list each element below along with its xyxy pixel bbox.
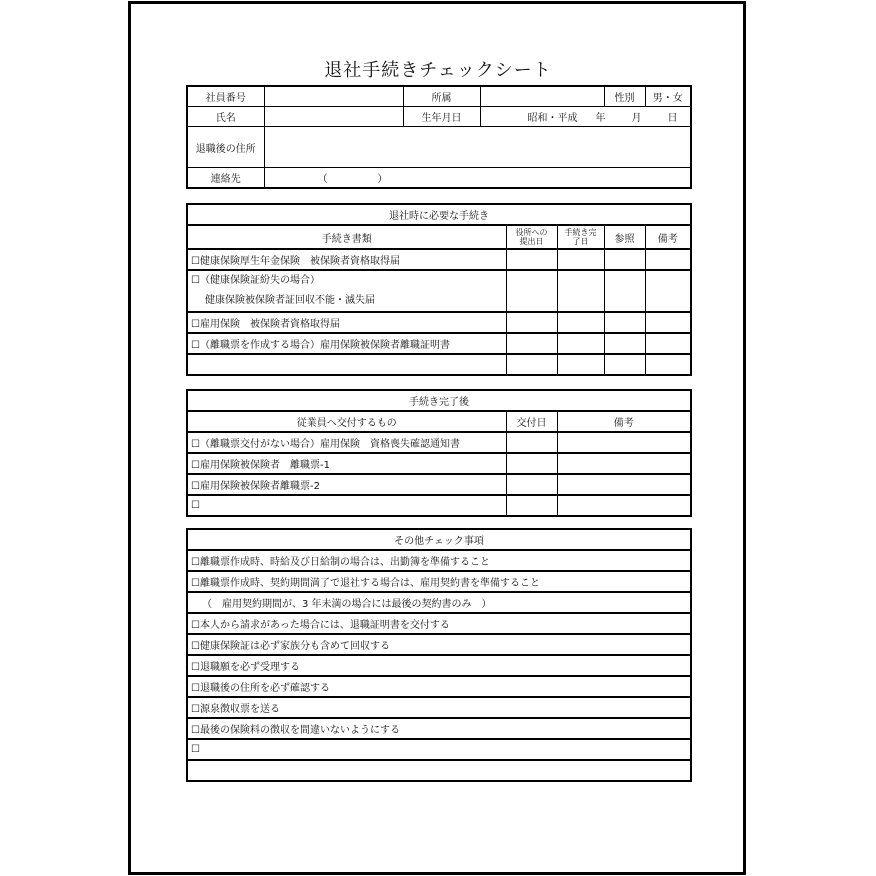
header-completion-line1: 手続き完 — [564, 228, 597, 237]
procedures-section-title: 退社時に必要な手続き — [187, 204, 691, 225]
name-field[interactable] — [264, 107, 403, 127]
completion-date-cell[interactable] — [557, 249, 604, 270]
issue-date-cell[interactable] — [506, 432, 557, 453]
remarks-cell[interactable] — [557, 453, 691, 474]
name-label: 氏名 — [187, 107, 264, 127]
page-title: 退社手続きチェックシート — [324, 60, 552, 81]
check-row — [187, 676, 691, 697]
reference-cell[interactable] — [604, 249, 645, 270]
check-row — [187, 697, 691, 718]
table-row — [187, 270, 691, 312]
table-row — [187, 333, 691, 354]
contact-paren-close: ） — [377, 174, 388, 185]
check-item[interactable]: ☐最後の保険料の徴収を間違いないようにする — [187, 718, 691, 739]
employee-number-label: 社員番号 — [187, 86, 264, 107]
completion-date-cell[interactable] — [557, 354, 604, 375]
check-item[interactable]: ☐本人から請求があった場合には、退職証明書を交付する — [187, 613, 691, 634]
table-row — [187, 432, 691, 453]
contact-field[interactable] — [264, 168, 691, 189]
check-item[interactable]: ☐離職票作成時、契約期間満了で退社する場合は、雇用契約書を準備すること — [187, 571, 691, 592]
table-row — [187, 474, 691, 495]
check-row — [187, 739, 691, 760]
procedure-item[interactable]: ☐（離職票を作成する場合）雇用保険被保険者離職証明書 — [187, 333, 506, 354]
check-row — [187, 760, 691, 781]
submission-date-cell[interactable] — [506, 270, 557, 312]
header-completion-line2: 了日 — [572, 237, 589, 246]
header-remarks: 備考 — [557, 411, 691, 432]
birthdate-month-unit: 月 — [631, 113, 642, 124]
table-row — [187, 312, 691, 333]
submission-date-cell[interactable] — [506, 354, 557, 375]
reference-cell[interactable] — [604, 270, 645, 312]
remarks-cell[interactable] — [645, 270, 691, 312]
address-label: 退職後の住所 — [187, 127, 264, 168]
header-items-to-issue: 従業員へ交付するもの — [187, 411, 506, 432]
issue-item[interactable]: ☐雇用保険被保険者 離職票-1 — [187, 453, 506, 474]
procedure-item[interactable] — [187, 354, 506, 375]
issue-item[interactable]: ☐ — [187, 495, 506, 516]
birthdate-field[interactable] — [480, 107, 691, 127]
header-reference: 参照 — [604, 225, 645, 249]
check-item[interactable]: ☐源泉徴収票を送る — [187, 697, 691, 718]
check-row — [187, 592, 691, 613]
after-completion-section-title: 手続き完了後 — [187, 390, 691, 411]
check-row — [187, 550, 691, 571]
submission-date-cell[interactable] — [506, 333, 557, 354]
header-issue-date: 交付日 — [506, 411, 557, 432]
check-item[interactable]: ☐退職願を必ず受理する — [187, 655, 691, 676]
reference-cell[interactable] — [604, 354, 645, 375]
issue-item[interactable]: ☐雇用保険被保険者離職票-2 — [187, 474, 506, 495]
check-item[interactable]: ☐健康保険証は必ず家族分も含めて回収する — [187, 634, 691, 655]
header-submission-line2: 提出日 — [519, 237, 544, 246]
issue-item[interactable]: ☐（離職票交付がない場合）雇用保険 資格喪失確認通知書 — [187, 432, 506, 453]
gender-label: 性別 — [604, 86, 645, 107]
procedure-item[interactable] — [187, 270, 506, 312]
procedure-item[interactable]: ☐雇用保険 被保険者資格取得届 — [187, 312, 506, 333]
completion-date-cell[interactable] — [557, 312, 604, 333]
check-item[interactable]: ☐離職票作成時、時給及び日給制の場合は、出勤簿を準備すること — [187, 550, 691, 571]
check-row — [187, 613, 691, 634]
remarks-cell[interactable] — [557, 474, 691, 495]
submission-date-cell[interactable] — [506, 312, 557, 333]
header-completion-date — [557, 225, 604, 249]
table-row — [187, 453, 691, 474]
header-submission-line1: 役所への — [515, 228, 548, 237]
header-remarks: 備考 — [645, 225, 691, 249]
procedure-item-line1: ☐（健康保険証紛失の場合） — [191, 275, 320, 286]
issue-date-cell[interactable] — [506, 495, 557, 516]
procedure-item-line2: 健康保険被保険者証回収不能・滅失届 — [205, 295, 375, 306]
check-row — [187, 655, 691, 676]
table-row — [187, 354, 691, 375]
gender-options[interactable]: 男・女 — [645, 86, 691, 107]
remarks-cell[interactable] — [645, 312, 691, 333]
check-item[interactable] — [187, 760, 691, 781]
remarks-cell[interactable] — [645, 333, 691, 354]
check-item[interactable]: ☐ — [187, 739, 691, 760]
contact-label: 連絡先 — [187, 168, 264, 189]
issue-date-cell[interactable] — [506, 474, 557, 495]
completion-date-cell[interactable] — [557, 333, 604, 354]
department-field[interactable] — [480, 86, 604, 107]
table-row — [187, 495, 691, 516]
issue-date-cell[interactable] — [506, 453, 557, 474]
other-checks-table — [186, 528, 692, 782]
check-row — [187, 718, 691, 739]
remarks-cell[interactable] — [557, 432, 691, 453]
procedures-table — [186, 203, 692, 376]
header-documents: 手続き書類 — [187, 225, 506, 249]
reference-cell[interactable] — [604, 333, 645, 354]
birthdate-day-unit: 日 — [667, 113, 678, 124]
completion-date-cell[interactable] — [557, 270, 604, 312]
employee-number-field[interactable] — [264, 86, 403, 107]
check-item-note: （ 雇用契約期間が、3 年未満の場合には最後の契約書のみ ） — [187, 592, 691, 613]
birthdate-era: 昭和・平成 — [527, 113, 578, 124]
remarks-cell[interactable] — [645, 354, 691, 375]
table-row — [187, 249, 691, 270]
address-field[interactable] — [264, 127, 691, 168]
employee-info-table — [186, 85, 692, 189]
check-row — [187, 634, 691, 655]
procedure-item[interactable]: ☐健康保険厚生年金保険 被保険者資格取得届 — [187, 249, 506, 270]
birthdate-label: 生年月日 — [403, 107, 480, 127]
department-label: 所属 — [403, 86, 480, 107]
header-submission-date — [506, 225, 557, 249]
submission-date-cell[interactable] — [506, 249, 557, 270]
birthdate-year-unit: 年 — [595, 113, 606, 124]
remarks-cell[interactable] — [557, 495, 691, 516]
check-item[interactable]: ☐退職後の住所を必ず確認する — [187, 676, 691, 697]
after-completion-table — [186, 389, 692, 517]
reference-cell[interactable] — [604, 312, 645, 333]
contact-paren-open: （ — [317, 174, 328, 185]
remarks-cell[interactable] — [645, 249, 691, 270]
check-row — [187, 571, 691, 592]
other-checks-section-title: その他チェック事項 — [187, 529, 691, 550]
